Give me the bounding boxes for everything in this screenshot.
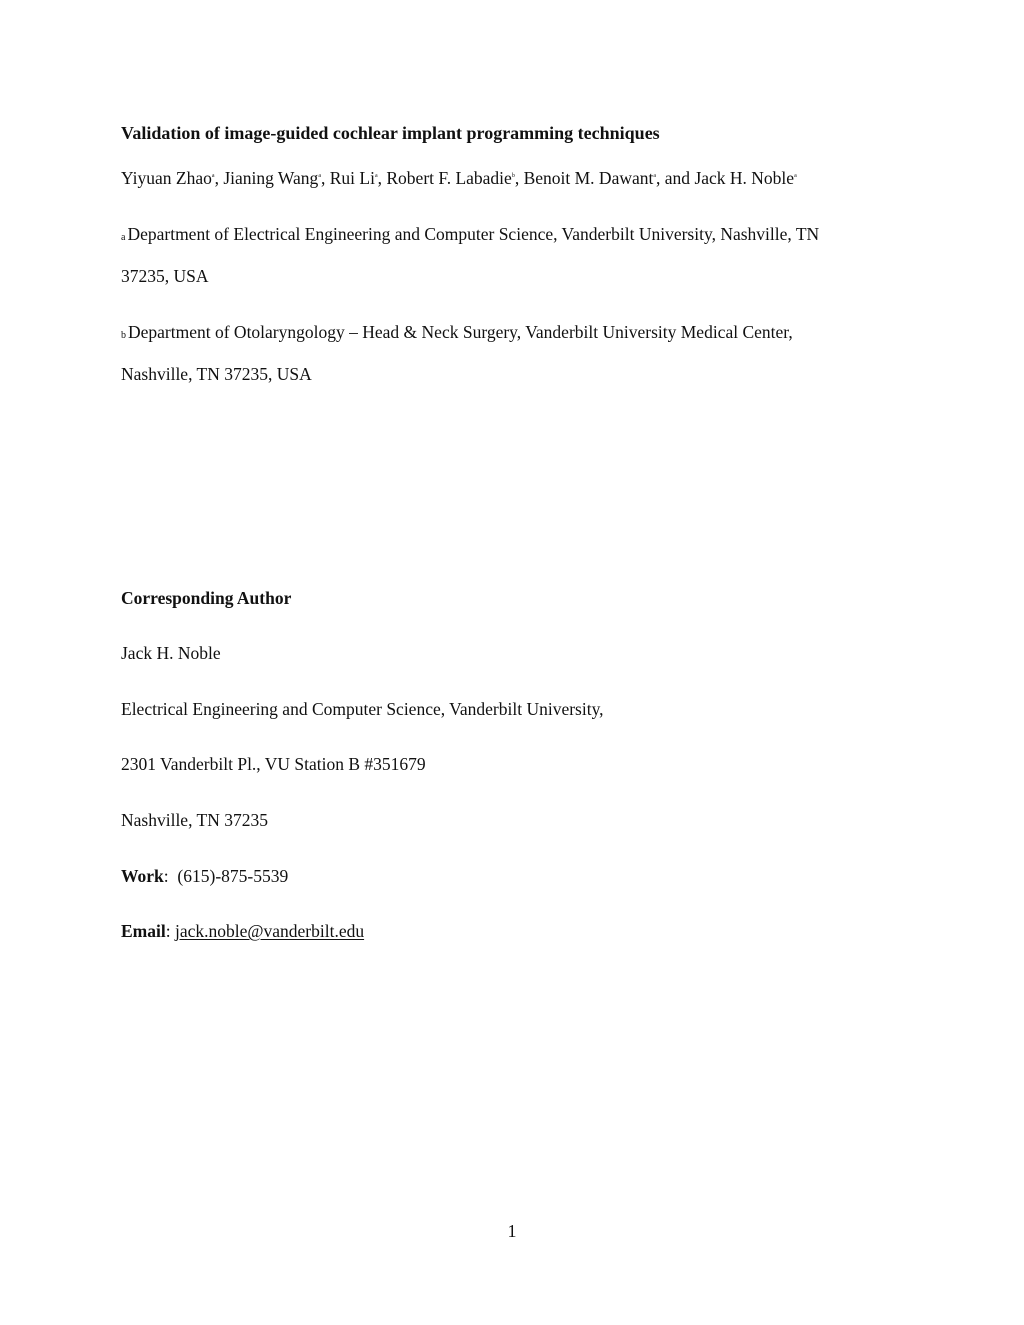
author-affiliation-mark: a — [653, 173, 657, 179]
author-name: Jianing Wang — [223, 168, 319, 188]
paper-title: Validation of image-guided cochlear implant programming techniques — [121, 123, 660, 143]
corresponding-author-name: Jack H. Noble — [121, 643, 221, 663]
affiliation-a-line2: 37235, USA — [121, 266, 209, 286]
author-affiliation-mark: a — [318, 173, 321, 179]
affiliation-b-line1 — [121, 321, 793, 347]
work-label: Work — [121, 866, 164, 886]
author-affiliation-mark: a — [374, 173, 378, 179]
affiliation-text: Department of Electrical Engineering and Computer Science, Vanderbilt University, Nashville, TN — [127, 224, 820, 244]
corresponding-author-heading: Corresponding Author — [121, 588, 292, 608]
affiliation-text: Department of Otolaryngology – Head & Neck Surgery, Vanderbilt University Medical Center, — [128, 322, 793, 342]
email-link[interactable]: jack.noble@vanderbilt.edu — [174, 921, 365, 941]
author-name: Robert F. Labadie — [386, 168, 512, 188]
work-phone-line — [121, 865, 288, 887]
author-separator: , and — [656, 168, 695, 188]
author-list — [121, 167, 797, 189]
author-name: Rui Li — [329, 168, 375, 188]
author-affiliation-mark: a — [211, 173, 215, 179]
author-separator: , — [214, 168, 224, 188]
corresponding-author-department: Electrical Engineering and Computer Science, Vanderbilt University, — [121, 699, 604, 719]
corresponding-author-address: 2301 Vanderbilt Pl., VU Station B #351679 — [121, 754, 426, 774]
author-affiliation-mark: b — [511, 173, 515, 179]
author-separator: , — [514, 168, 524, 188]
email-colon: : — [165, 921, 175, 941]
author-affiliation-mark: a — [794, 173, 797, 179]
author-name: Benoit M. Dawant — [523, 168, 654, 188]
page-number: 1 — [507, 1221, 517, 1241]
email-label: Email — [121, 921, 166, 941]
work-phone-value: (615)-875-5539 — [177, 866, 289, 886]
affiliation-mark: b — [121, 330, 126, 341]
author-separator: , — [377, 168, 387, 188]
author-name: Jack H. Noble — [694, 168, 795, 188]
affiliation-b-line2: Nashville, TN 37235, USA — [121, 364, 312, 384]
affiliation-mark: a — [121, 232, 126, 243]
affiliation-a-line1 — [121, 223, 819, 249]
email-line — [121, 920, 364, 942]
work-colon: : — [163, 866, 178, 886]
corresponding-author-city: Nashville, TN 37235 — [121, 810, 268, 830]
author-separator: , — [320, 168, 330, 188]
author-name: Yiyuan Zhao — [121, 168, 212, 188]
